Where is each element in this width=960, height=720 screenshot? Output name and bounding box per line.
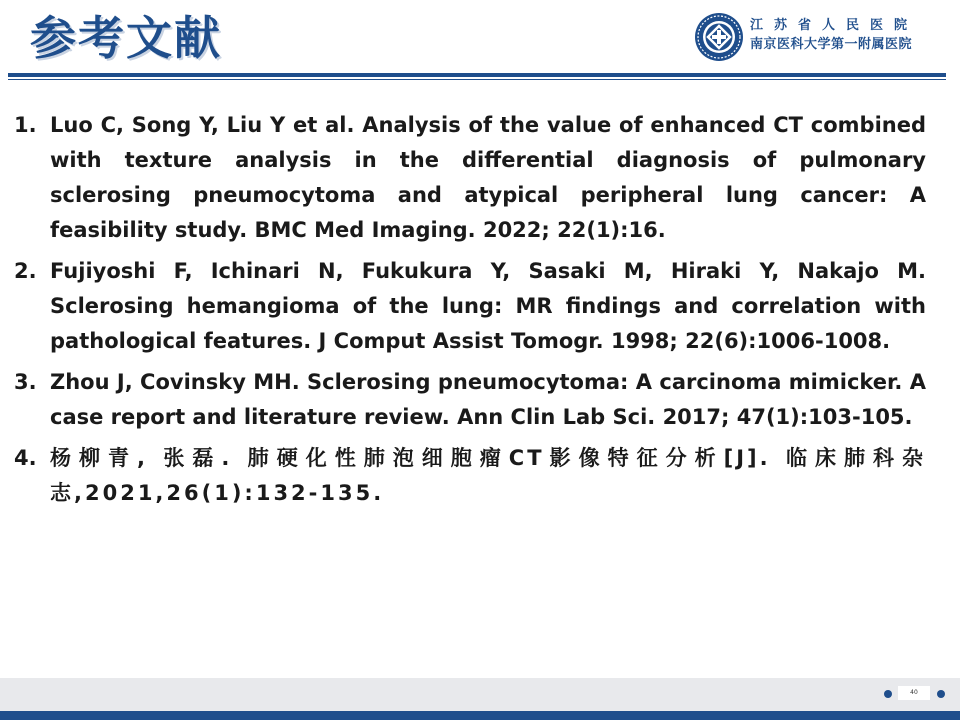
institution-name-line1: 江苏省人民医院 xyxy=(750,18,919,33)
page-title: 参考文献 xyxy=(30,11,222,65)
reference-list xyxy=(14,108,926,517)
hospital-seal-icon xyxy=(694,12,744,62)
footer-dot-right xyxy=(937,690,945,698)
footer-dot-left xyxy=(884,690,892,698)
institution-name-line2: 南京医科大学第一附属医院 xyxy=(750,37,913,52)
reference-text: Fujiyoshi F, Ichinari N, Fukukura Y, Sasaki M, Hiraki Y, Nakajo M. Sclerosing hemangioma of the lung: MR findings and correlation with pathological features. J Comput Assist Tomogr. 1998; 22(6):1006-1008. xyxy=(50,259,926,353)
reference-number: 3. xyxy=(14,370,37,394)
reference-item xyxy=(14,108,926,248)
page-number: 40 xyxy=(898,686,930,700)
reference-text: Luo C, Song Y, Liu Y et al. Analysis of the value of enhanced CT combined with texture analysis in the differential diagnosis of pulmonary sclerosing pneumocytoma and atypical peripheral lung cancer: A feasibility study. BMC Med Imaging. 2022; 22(1):16. xyxy=(50,113,926,242)
reference-text: 杨柳青, 张磊. 肺硬化性肺泡细胞瘤CT影像特征分析[J]. 临床肺科杂志,2021,26(1):132-135. xyxy=(50,446,926,505)
institution-logo xyxy=(694,12,944,62)
header-divider xyxy=(8,73,946,77)
reference-item xyxy=(14,441,926,511)
reference-number: 2. xyxy=(14,259,37,283)
reference-item xyxy=(14,365,926,435)
footer-bar xyxy=(0,711,960,720)
footer-band xyxy=(0,678,960,711)
institution-name xyxy=(750,16,940,54)
reference-text: Zhou J, Covinsky MH. Sclerosing pneumocytoma: A carcinoma mimicker. A case report and literature review. Ann Clin Lab Sci. 2017; 47(1):103-105. xyxy=(50,370,926,429)
header-divider-thin xyxy=(8,79,946,80)
reference-item xyxy=(14,254,926,359)
reference-number: 4. xyxy=(14,446,37,470)
reference-number: 1. xyxy=(14,113,37,137)
